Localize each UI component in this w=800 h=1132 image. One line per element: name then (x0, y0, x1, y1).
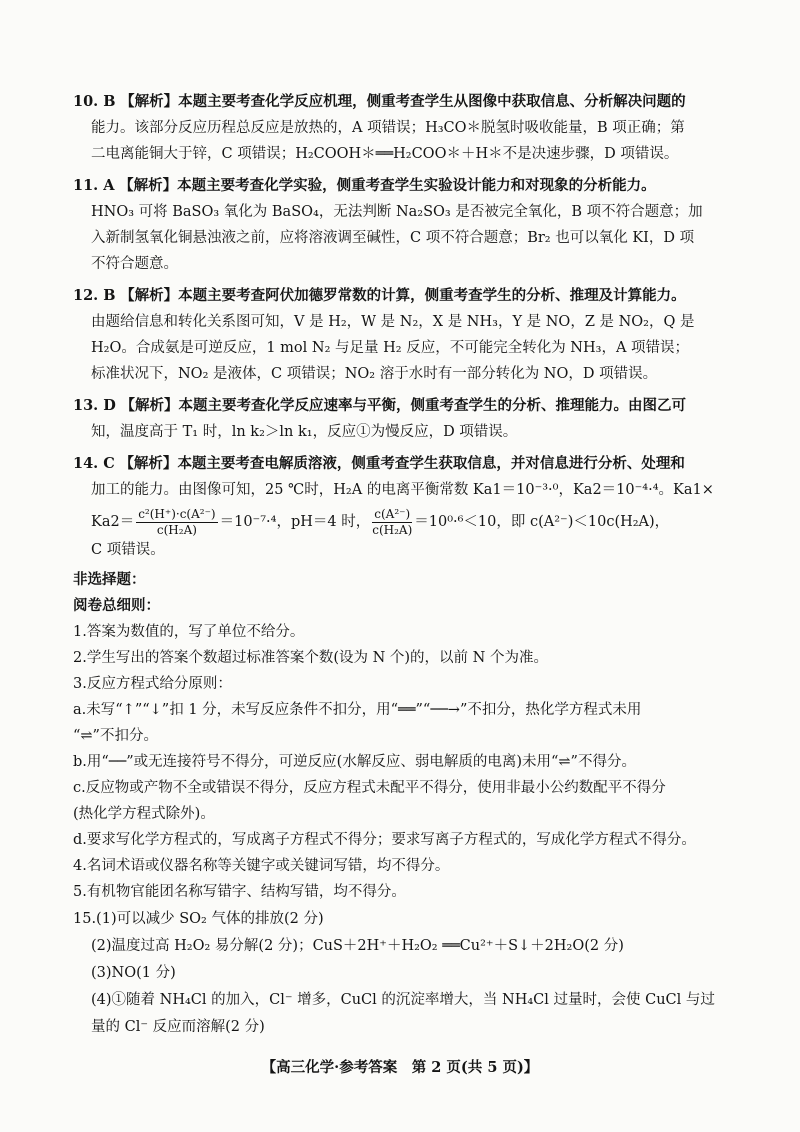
rule-3c-line-2: (热化学方程式除外)。 (73, 806, 215, 822)
q10-line-3: 二电离能铜大于锌，C 项错误；H₂COOH＊══H₂COO＊＋H＊不是决速步骤，D 项错误。 (91, 146, 679, 162)
q15-part-3: (3)NO(1 分) (91, 965, 176, 981)
q11-line-4: 不符合题意。 (91, 256, 178, 272)
q15-part-1: 15.(1)可以减少 SO₂ 气体的排放(2 分) (73, 911, 324, 927)
q12-line-2: 由题给信息和转化关系图可知，V 是 H₂，W 是 N₂，X 是 NH₃，Y 是 NO，Z 是 NO₂，Q 是 (91, 314, 695, 330)
q10-line-1: 10. B 【解析】本题主要考查化学反应机理，侧重考查学生从图像中获取信息、分析解决问题的 (73, 93, 686, 110)
q14-line-4: C 项错误。 (91, 542, 165, 558)
rule-3c-line-1: c.反应物或产物不全或错误不得分，反应方程式未配平不得分，使用非最小公约数配平不得分 (73, 780, 666, 796)
fraction-ka-product: $\frac{\text{c²(H⁺)·c(A²⁻)}}{\text{c(H₂A)}}$ (138, 506, 216, 537)
rule-3: 3.反应方程式给分原则： (73, 676, 232, 692)
q12-line-1: 12. B 【解析】本题主要考查阿伏加德罗常数的计算，侧重考查学生的分析、推理及计算能力。 (73, 287, 686, 304)
rule-3d: d.要求写化学方程式的，写成离子方程式不得分；要求写离子方程式的，写成化学方程式不得分。 (73, 832, 696, 848)
q15-part-2: (2)温度过高 H₂O₂ 易分解(2 分)；CuS＋2H⁺＋H₂O₂ ══Cu²⁺＋S↓＋2H₂O(2 分) (91, 938, 624, 954)
rule-3a-line-2: “⇌”不扣分。 (73, 728, 158, 744)
q11-line-1: 11. A 【解析】本题主要考查化学实验，侧重考查学生实验设计能力和对现象的分析能力。 (73, 177, 656, 194)
q11-line-3: 入新制氢氧化铜悬浊液之前，应将溶液调至碱性，C 项不符合题意；Br₂ 也可以氧化 KI，D 项 (91, 230, 695, 246)
rule-2: 2.学生写出的答案个数超过标准答案个数(设为 N 个)的，以前 N 个为准。 (73, 650, 548, 666)
q15-part-4-line-1: (4)①随着 NH₄Cl 的加入，Cl⁻ 增多，CuCl 的沉淀率增大，当 NH₄Cl 过量时，会使 CuCl 与过 (91, 992, 715, 1008)
q14-line-2: 加工的能力。由图像可知，25 ℃时，H₂A 的电离平衡常数 Ka1＝10⁻³·⁰，Ka2＝10⁻⁴·⁴。Ka1× (91, 482, 714, 498)
q14-line-1: 14. C 【解析】本题主要考查电解质溶液，侧重考查学生获取信息，并对信息进行分析、处理和 (73, 455, 685, 472)
q12-line-3: H₂O。合成氨是可逆反应，1 mol N₂ 与足量 H₂ 反应，不可能完全转化为 NH₃，A 项错误； (91, 340, 690, 356)
section-title: 非选择题： (73, 571, 146, 588)
rule-3a-line-1: a.未写“↑”“↓”扣 1 分，未写反应条件不扣分，用“══”“──→”不扣分，热化学方程式未用 (73, 702, 642, 718)
rules-title: 阅卷总细则： (73, 597, 160, 614)
q10-line-2: 能力。该部分反应历程总反应是放热的，A 项错误；H₃CO＊脱氢时吸收能量，B 项正确；第 (91, 120, 685, 136)
page-footer: 【高三化学·参考答案 第 2 页(共 5 页)】 (261, 1059, 539, 1076)
fraction-ratio: $\frac{\text{c(A²⁻)}}{\text{c(H₂A)}}$ (372, 506, 413, 537)
q14-line-3-formula: Ka2＝ $\frac{\text{c²(H⁺)·c(A²⁻)}}{\text{c(H₂A)}}$ ＝10⁻⁷·⁴，pH＝4 时， $\frac{\text{c(A²⁻)}}{\text{c(H₂A)}}$ ＝10⁰·⁶＜10，即 c(A²⁻)＜10c(H₂A)， (91, 506, 670, 537)
q13-line-1: 13. D 【解析】本题主要考查化学反应速率与平衡，侧重考查学生的分析、推理能力。由图乙可 (73, 397, 686, 414)
rule-4: 4.名词术语或仪器名称等关键字或关键词写错，均不得分。 (73, 858, 450, 874)
q13-line-2: 知，温度高于 T₁ 时，ln k₂＞ln k₁，反应①为慢反应，D 项错误。 (91, 424, 518, 440)
rule-1: 1.答案为数值的，写了单位不给分。 (73, 624, 305, 640)
q15-part-4-line-2: 量的 Cl⁻ 反应而溶解(2 分) (91, 1019, 265, 1035)
rule-5: 5.有机物官能团名称写错字、结构写错，均不得分。 (73, 884, 406, 900)
q11-line-2: HNO₃ 可将 BaSO₃ 氧化为 BaSO₄，无法判断 Na₂SO₃ 是否被完全氧化，B 项不符合题意；加 (91, 204, 703, 220)
rule-3b: b.用“──”或无连接符号不得分，可逆反应(水解反应、弱电解质的电离)未用“⇌”不得分。 (73, 754, 636, 770)
q12-line-4: 标准状况下，NO₂ 是液体，C 项错误；NO₂ 溶于水时有一部分转化为 NO，D 项错误。 (91, 366, 658, 382)
